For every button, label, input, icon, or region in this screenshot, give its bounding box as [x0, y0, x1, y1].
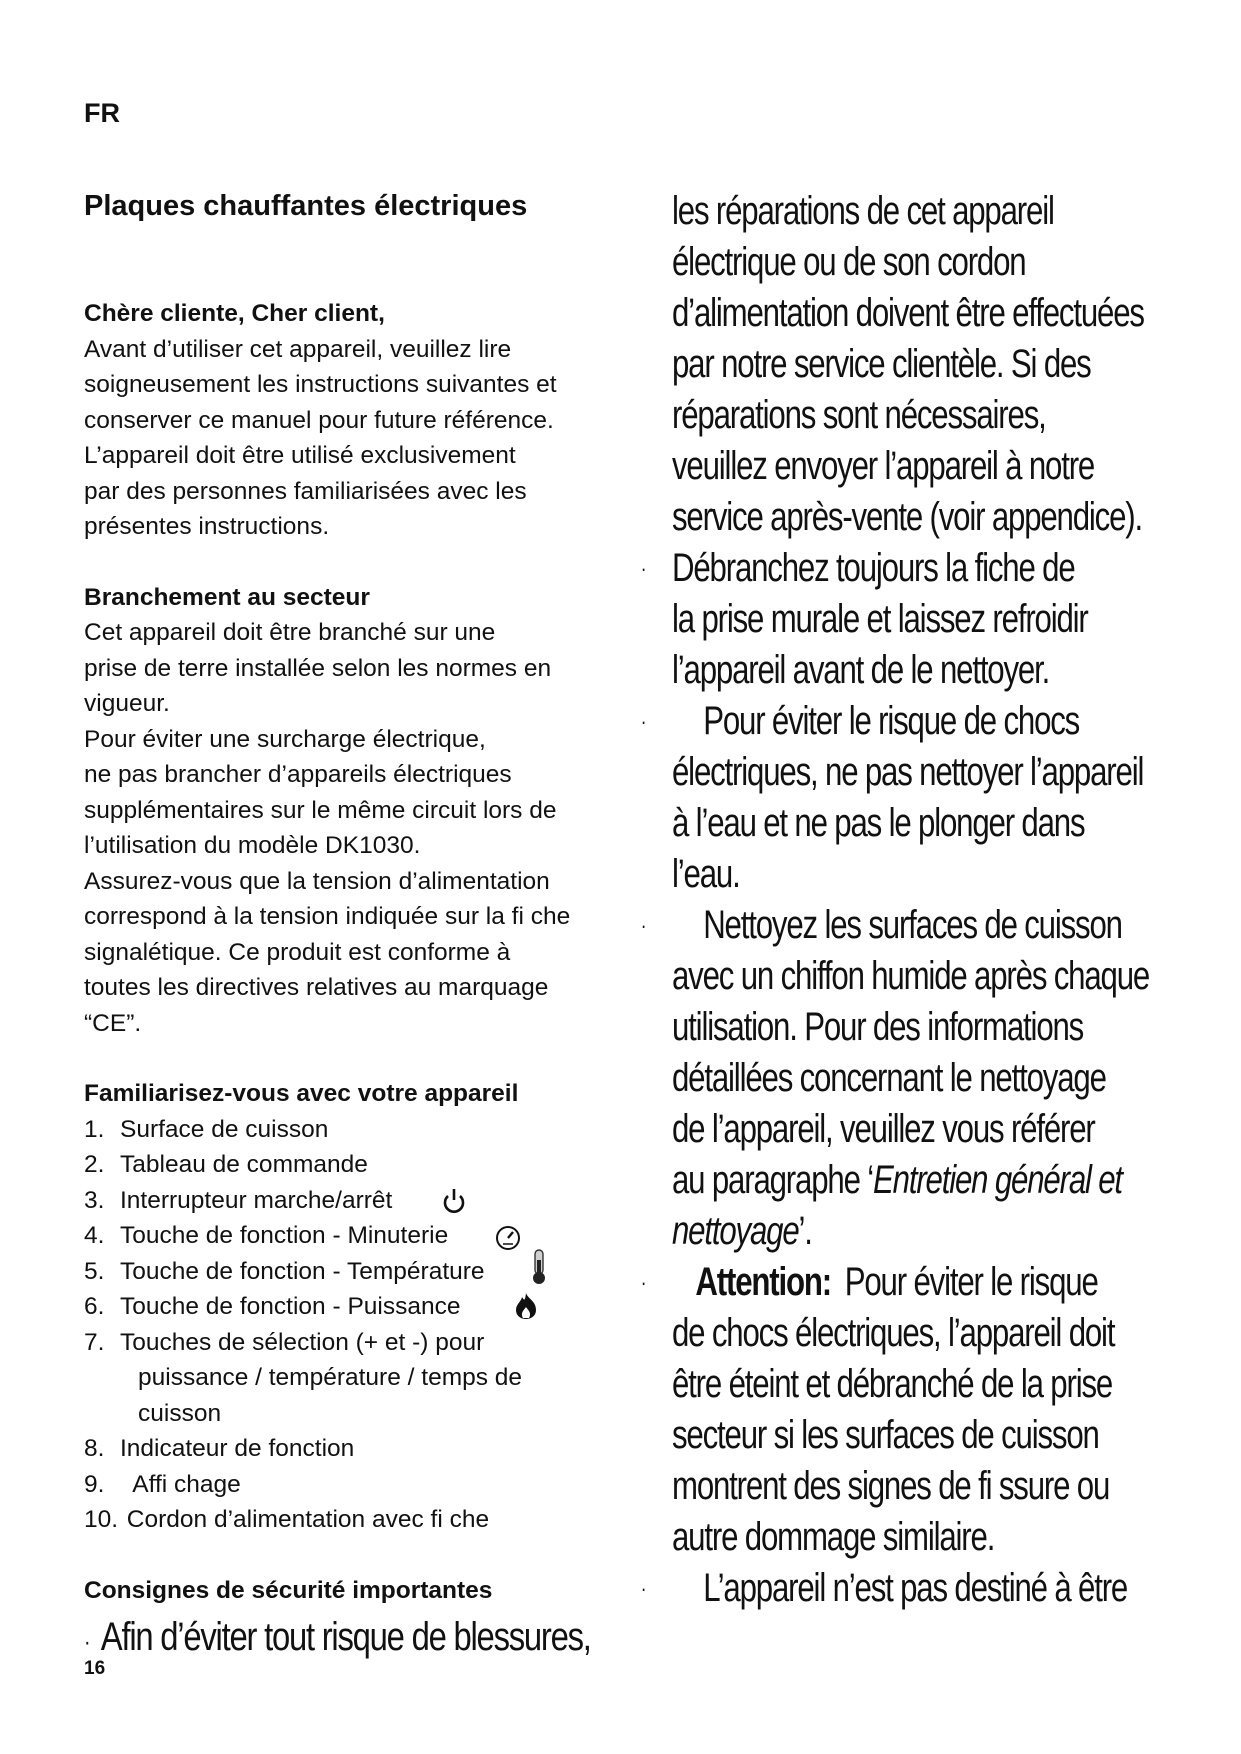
list-item — [84, 1467, 614, 1503]
item-continuation: cuisson — [138, 1399, 222, 1427]
safety-heading: Consignes de sécurité importantes — [84, 1576, 493, 1604]
safety-block-intended-use — [640, 1563, 1171, 1614]
safety-block-unplug — [640, 543, 1171, 696]
safety-section — [84, 1573, 614, 1667]
item-text: Indicateur de fonction — [120, 1435, 355, 1462]
mains-line: Assurez-vous que la tension d’alimentation — [84, 867, 550, 895]
text-line: secteur si les surfaces de cuisson — [672, 1413, 1099, 1457]
text-line: autre dommage similaire. — [672, 1515, 995, 1559]
item-number: 4. — [84, 1222, 105, 1249]
text-line: veuillez envoyer l’appareil à notre — [672, 444, 1095, 488]
item-text: Touches de sélection (+ et -) pour — [120, 1328, 485, 1356]
power-icon — [441, 1187, 467, 1215]
bullet-text: Afin d’éviter tout risque de blessures, — [100, 1615, 591, 1659]
text-line: avec un chiffon humide après chaque — [672, 954, 1150, 998]
bullet-marker: · — [84, 1629, 90, 1656]
text-line: de l’appareil, veuillez vous référer — [672, 1107, 1095, 1151]
text-line: l’appareil avant de le nettoyer. — [672, 648, 1050, 692]
item-text: Tableau de commande — [120, 1151, 368, 1178]
mains-line: l’utilisation du modèle DK1030. — [84, 832, 421, 859]
text-line: par notre service clientèle. Si des — [672, 342, 1091, 386]
item-number: 5. — [84, 1257, 105, 1285]
item-number: 9. — [84, 1470, 105, 1498]
list-item — [84, 1325, 614, 1432]
greeting-line: conserver ce manuel pour future référence. — [84, 406, 554, 434]
thermometer-icon — [530, 1248, 548, 1286]
text-line: Nettoyez les surfaces de cuisson — [703, 903, 1122, 947]
text-line: électriques, ne pas nettoyer l’appareil — [672, 750, 1144, 794]
mains-line: Cet appareil doit être branché sur une — [84, 619, 496, 646]
bullet-marker: · — [640, 709, 646, 734]
language-code: FR — [84, 98, 120, 128]
text-line: les réparations de cet appareil — [672, 189, 1054, 233]
item-text: Cordon d’alimentation avec fi che — [120, 1506, 490, 1533]
list-item — [84, 1112, 614, 1148]
list-item — [84, 1183, 614, 1219]
list-item — [84, 1147, 614, 1183]
greeting-line: par des personnes familiarisées avec les — [84, 477, 527, 505]
text-line: l’eau. — [672, 852, 740, 896]
mains-line: toutes les directives relatives au marquage — [84, 974, 549, 1001]
bullet-marker: · — [640, 1270, 646, 1295]
ref-prefix: au paragraphe ‘ — [672, 1158, 874, 1202]
item-text: Surface de cuisson — [120, 1115, 329, 1143]
item-text: Touche de fonction - Température — [120, 1257, 485, 1285]
text-line: service après-vente (voir appendice). — [672, 495, 1143, 539]
reference-line — [672, 1155, 1171, 1206]
bullet-line — [640, 696, 1171, 747]
text-line: à l’eau et ne pas le plonger dans — [672, 801, 1085, 845]
timer-icon — [494, 1224, 522, 1252]
item-number: 6. — [84, 1293, 105, 1320]
mains-line: vigueur. — [84, 690, 170, 717]
ref-title: Entretien général et — [873, 1158, 1122, 1202]
page-title: Plaques chauffantes électriques — [84, 190, 528, 222]
text-line: d’alimentation doivent être effectuées — [672, 291, 1144, 335]
appliance-section — [84, 1076, 614, 1538]
mains-line: ne pas brancher d’appareils électriques — [84, 761, 512, 788]
text-line: réparations sont nécessaires, — [672, 393, 1046, 437]
list-item — [84, 1289, 614, 1325]
list-item — [84, 1502, 614, 1538]
bullet-marker: · — [640, 1576, 646, 1601]
mains-line: correspond à la tension indiquée sur la fi che — [84, 903, 571, 930]
bullet-line — [640, 1563, 1171, 1614]
text-line: de chocs électriques, l’appareil doit — [672, 1311, 1115, 1355]
safety-block-cleaning — [640, 900, 1171, 1257]
text-line: Pour éviter le risque — [844, 1260, 1098, 1304]
greeting-heading: Chère cliente, Cher client, — [84, 300, 385, 327]
safety-first-bullet — [84, 1614, 591, 1666]
greeting-line: Avant d’utiliser cet appareil, veuillez lire — [84, 335, 512, 363]
greeting-line: présentes instructions. — [84, 513, 330, 540]
item-number: 3. — [84, 1186, 105, 1214]
ref-title: nettoyage — [672, 1209, 799, 1253]
bullet-marker: · — [640, 556, 646, 581]
right-column — [640, 186, 1192, 1614]
text-line: détaillées concernant le nettoyage — [672, 1056, 1106, 1100]
mains-line: signalétique. Ce produit est conforme à — [84, 938, 511, 966]
item-number: 8. — [84, 1435, 105, 1462]
attention-label: Attention: — [695, 1260, 831, 1304]
text-line: électrique ou de son cordon — [672, 240, 1026, 284]
item-number: 10. — [84, 1506, 119, 1533]
list-item — [84, 1431, 614, 1467]
text-line: L’appareil n’est pas destiné à être — [703, 1566, 1128, 1610]
mains-line: prise de terre installée selon les normes en — [84, 654, 552, 682]
mains-line: “CE”. — [84, 1009, 142, 1037]
list-item — [84, 1254, 614, 1290]
mains-section — [84, 580, 614, 1042]
item-number: 2. — [84, 1151, 105, 1178]
greeting-section — [84, 296, 614, 545]
page-number: 16 — [84, 1658, 106, 1679]
mains-line: Pour éviter une surcharge électrique, — [84, 725, 486, 753]
safety-block-water — [640, 696, 1171, 900]
item-number: 1. — [84, 1115, 105, 1143]
item-number: 7. — [84, 1328, 105, 1356]
left-column — [84, 188, 614, 1666]
safety-block-attention — [640, 1257, 1171, 1563]
item-text: Touche de fonction - Puissance — [120, 1293, 461, 1320]
text-line: Pour éviter le risque de chocs — [703, 699, 1080, 743]
appliance-heading: Familiarisez-vous avec votre appareil — [84, 1080, 519, 1107]
mains-line: supplémentaires sur le même circuit lors de — [84, 796, 557, 824]
reference-line — [672, 1206, 1171, 1257]
item-text: Interrupteur marche/arrêt — [120, 1186, 393, 1214]
bullet-line — [640, 900, 1171, 951]
text-line: la prise murale et laissez refroidir — [672, 597, 1088, 641]
text-line: Débranchez toujours la fiche de — [672, 546, 1075, 590]
text-line: être éteint et débranché de la prise — [672, 1362, 1113, 1406]
mains-heading: Branchement au secteur — [84, 583, 370, 611]
greeting-line: L’appareil doit être utilisé exclusivement — [84, 442, 516, 469]
parts-list — [84, 1112, 614, 1538]
greeting-line: soigneusement les instructions suivantes et — [84, 371, 557, 398]
bullet-marker: · — [640, 913, 646, 938]
bullet-line — [640, 543, 1171, 594]
text-line: montrent des signes de fi ssure ou — [672, 1464, 1110, 1508]
safety-block-repairs — [672, 186, 1171, 543]
item-text: Touche de fonction - Minuterie — [120, 1222, 449, 1249]
item-continuation: puissance / température / temps de — [138, 1364, 523, 1391]
flame-icon — [510, 1291, 542, 1321]
ref-suffix: ’. — [798, 1209, 812, 1253]
item-text: Affi chage — [120, 1470, 241, 1498]
text-line: utilisation. Pour des informations — [672, 1005, 1084, 1049]
bullet-line — [640, 1257, 1171, 1308]
